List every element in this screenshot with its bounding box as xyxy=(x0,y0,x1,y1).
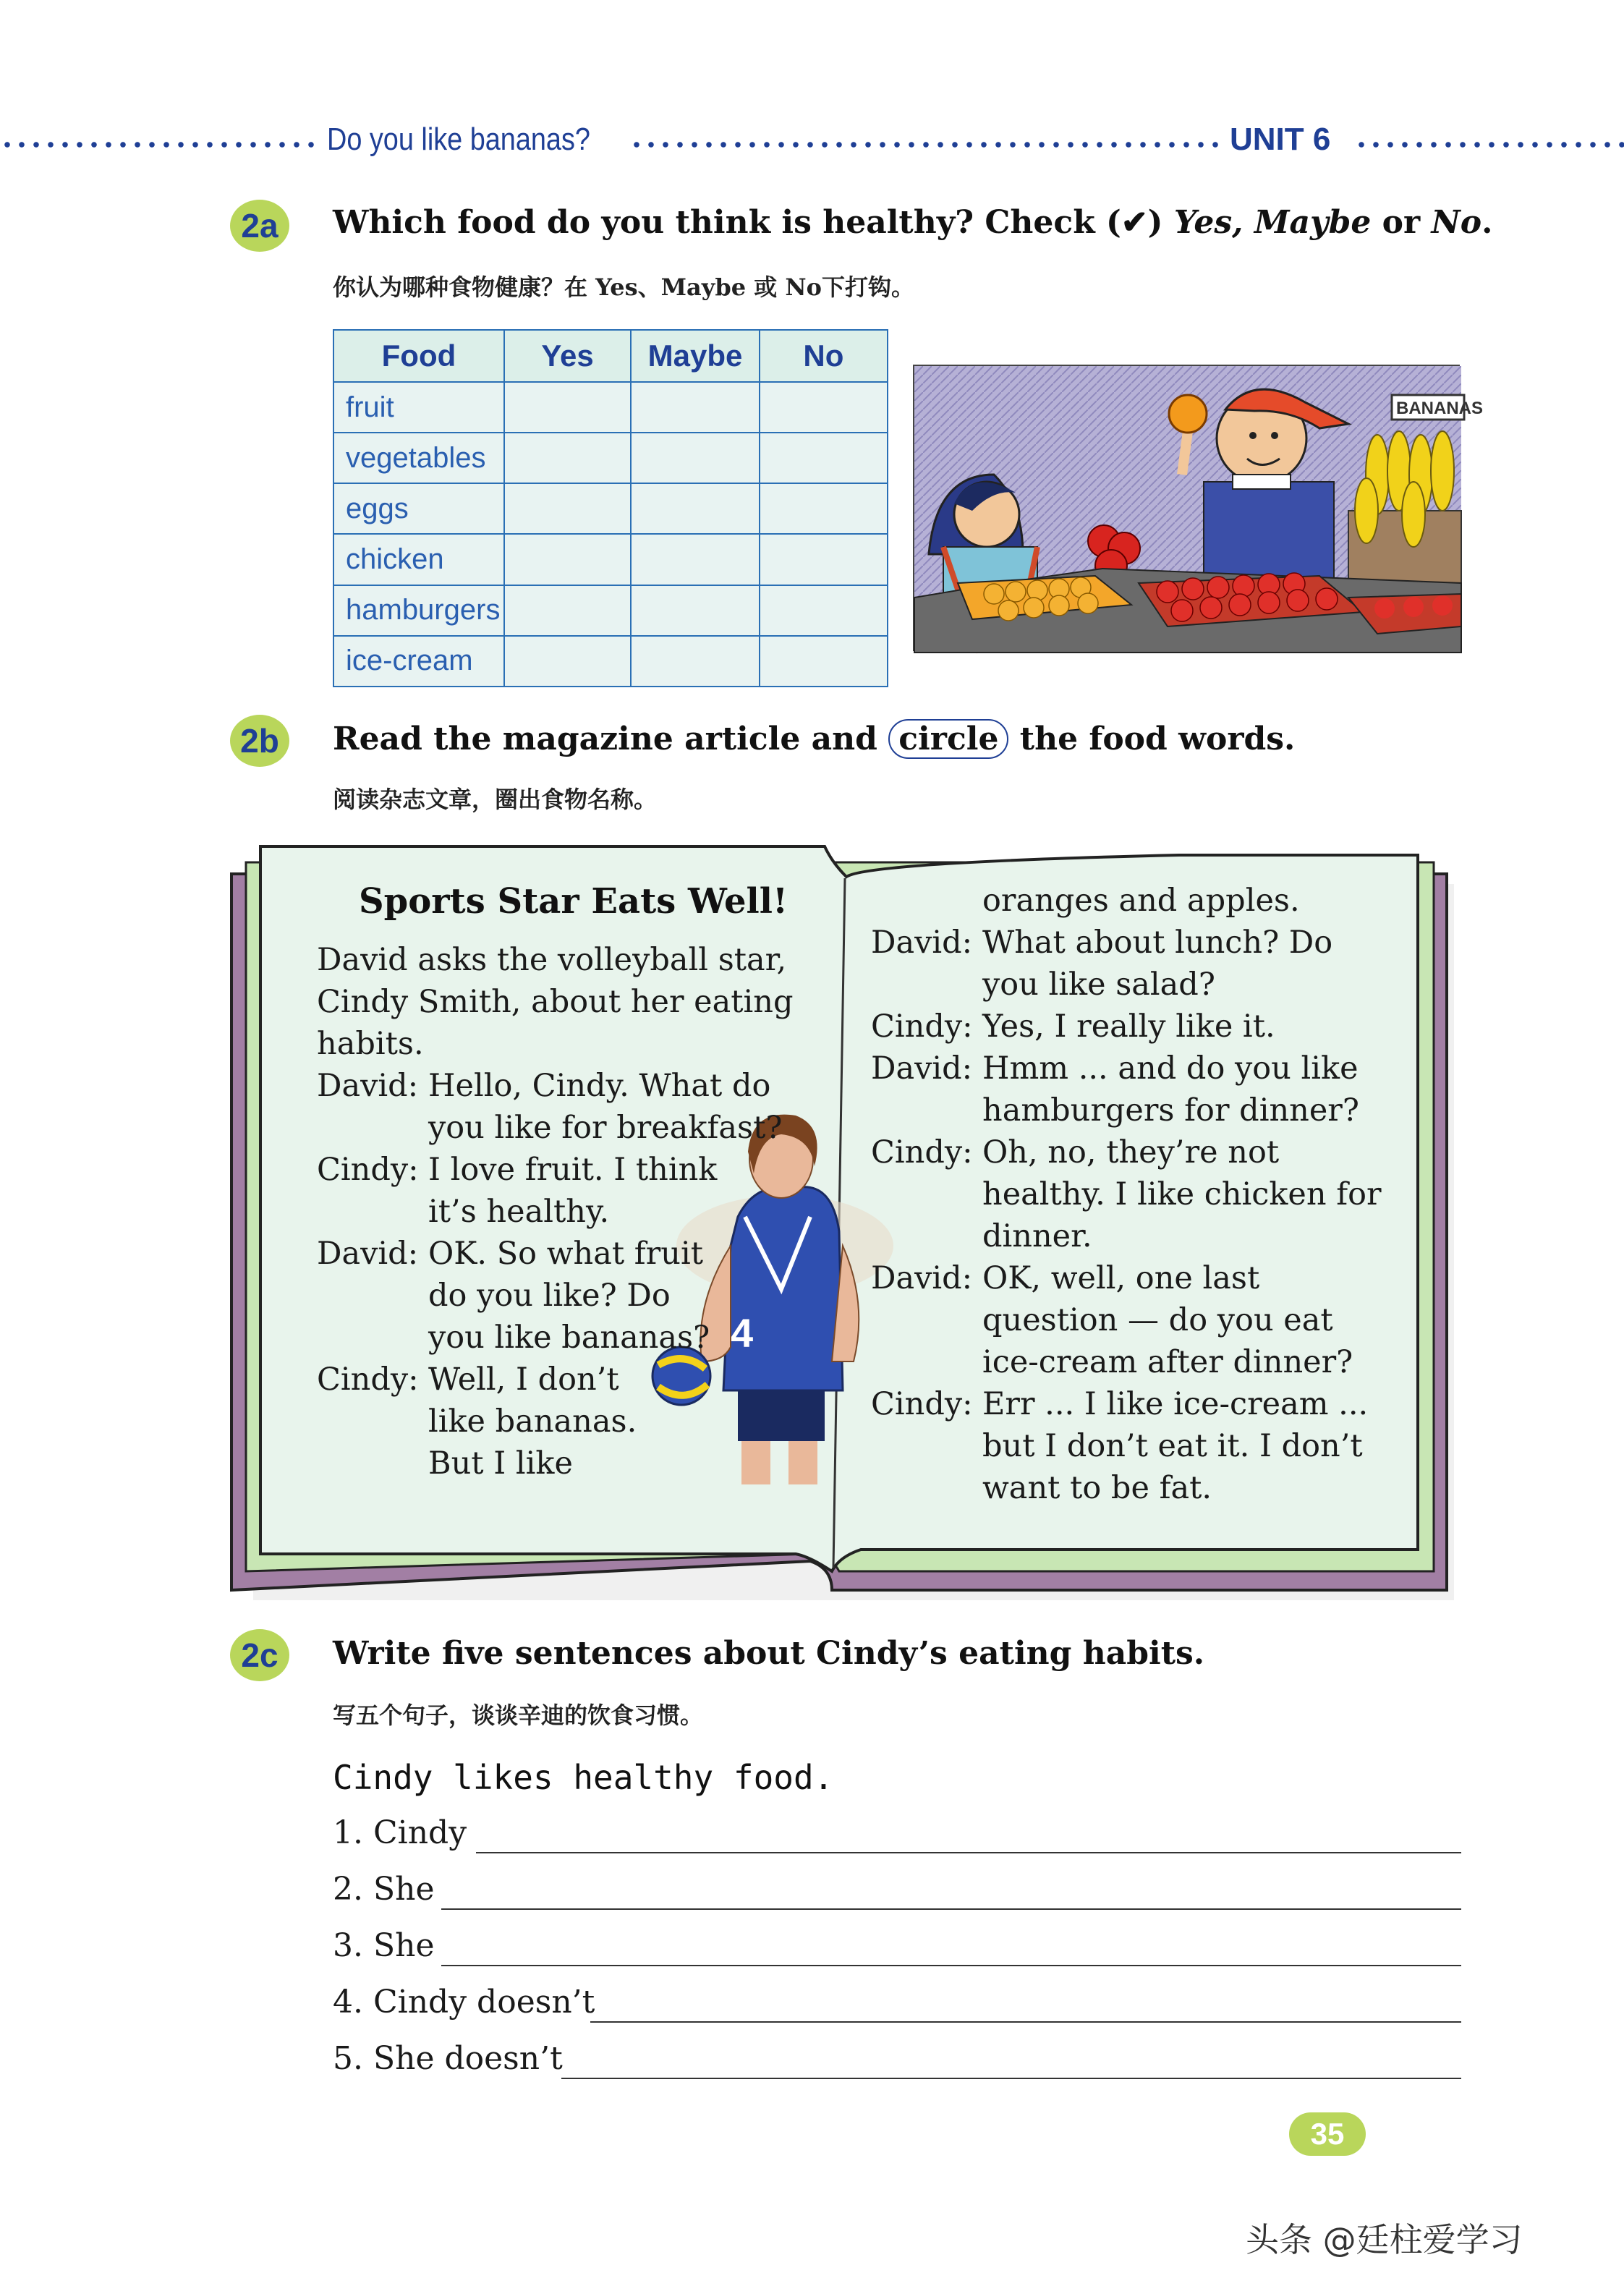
market-scene-drawing xyxy=(914,366,1483,653)
check-cell-maybe[interactable] xyxy=(631,382,760,433)
write-line[interactable] xyxy=(476,1852,1461,1853)
speaker-label: David: xyxy=(317,1068,419,1104)
speaker-label: Cindy: xyxy=(317,1361,419,1398)
write-item-label: 1. Cindy xyxy=(333,1814,467,1851)
article-line: want to be fat. xyxy=(982,1470,1212,1506)
instruction-2a-no: No xyxy=(1431,204,1482,241)
check-cell-yes[interactable] xyxy=(504,585,631,636)
header-dots-left xyxy=(0,142,317,148)
check-cell-yes[interactable] xyxy=(504,382,631,433)
check-cell-yes[interactable] xyxy=(504,483,631,534)
page-number: 35 xyxy=(1289,2112,1366,2156)
speaker-label: David: xyxy=(317,1236,419,1272)
subtitle-2b: 阅读杂志文章，圈出食物名称。 xyxy=(333,786,658,813)
article-line: Err ... I like ice-cream ... xyxy=(982,1386,1369,1422)
section-badge-2a: 2a xyxy=(230,200,289,252)
header-dots-right xyxy=(1354,142,1624,148)
table-header-food: Food xyxy=(333,330,504,382)
speaker-label: Cindy: xyxy=(871,1386,973,1422)
check-cell-maybe[interactable] xyxy=(631,433,760,483)
article-line: dinner. xyxy=(982,1218,1092,1254)
page-header xyxy=(0,122,1624,165)
article-line: but I don’t eat it. I don’t xyxy=(982,1428,1363,1464)
article-line: it’s healthy. xyxy=(428,1194,610,1230)
check-cell-no[interactable] xyxy=(760,433,888,483)
article-line: you like for breakfast? xyxy=(428,1110,783,1146)
check-cell-no[interactable] xyxy=(760,534,888,585)
instruction-2a-options: Yes, Maybe xyxy=(1173,204,1372,241)
food-cell: ice-cream xyxy=(333,636,504,687)
article-line: Hmm ... and do you like xyxy=(982,1050,1359,1087)
food-health-table xyxy=(333,329,888,687)
table-header-row xyxy=(333,330,888,382)
write-item-1 xyxy=(333,1814,1461,1858)
instruction-2b-text: Read the magazine article and xyxy=(333,721,889,757)
write-item-5 xyxy=(333,2040,1461,2083)
article-line: Yes, I really like it. xyxy=(982,1008,1275,1045)
article-line: oranges and apples. xyxy=(982,883,1300,919)
article-line: David asks the volleyball star, xyxy=(317,942,787,978)
write-line[interactable] xyxy=(441,1908,1461,1910)
food-cell: fruit xyxy=(333,382,504,433)
speaker-label: David: xyxy=(871,1260,973,1296)
instruction-2c: Write five sentences about Cindy’s eating habits. xyxy=(333,1635,1205,1672)
article-line: Oh, no, they’re not xyxy=(982,1134,1280,1171)
check-cell-no[interactable] xyxy=(760,483,888,534)
write-item-3 xyxy=(333,1927,1461,1971)
header-title: Do you like bananas? xyxy=(327,122,590,157)
instruction-2b-text-end: the food words. xyxy=(1008,721,1296,757)
article-line: Cindy Smith, about her eating xyxy=(317,984,794,1020)
check-cell-maybe[interactable] xyxy=(631,636,760,687)
food-cell: hamburgers xyxy=(333,585,504,636)
write-item-label: 4. Cindy doesn’t xyxy=(333,1984,595,2021)
article-line: ice-cream after dinner? xyxy=(982,1344,1353,1380)
check-cell-yes[interactable] xyxy=(504,636,631,687)
header-dots-middle xyxy=(629,142,1220,148)
article-line: Hello, Cindy. What do xyxy=(428,1068,771,1104)
table-row xyxy=(333,636,888,687)
write-item-2 xyxy=(333,1871,1461,1914)
check-cell-no[interactable] xyxy=(760,585,888,636)
article-line: do you like? Do xyxy=(428,1278,671,1314)
article-line: you like salad? xyxy=(982,966,1215,1003)
article-line: I love fruit. I think xyxy=(428,1152,718,1188)
speaker-label: Cindy: xyxy=(871,1008,973,1045)
check-cell-maybe[interactable] xyxy=(631,534,760,585)
article-line: OK. So what fruit xyxy=(428,1236,704,1272)
check-cell-no[interactable] xyxy=(760,636,888,687)
article-line: question — do you eat xyxy=(982,1302,1333,1338)
article-line: OK, well, one last xyxy=(982,1260,1260,1296)
instruction-2a xyxy=(333,204,1492,241)
instruction-2b xyxy=(333,719,1295,759)
write-line[interactable] xyxy=(441,1965,1461,1966)
article-line: healthy. I like chicken for xyxy=(982,1176,1382,1212)
food-cell: eggs xyxy=(333,483,504,534)
instruction-2a-text: Which food do you think is healthy? Check (✔) xyxy=(333,204,1174,241)
instruction-2a-or: or xyxy=(1371,204,1432,241)
table-header-yes: Yes xyxy=(504,330,631,382)
table-row xyxy=(333,483,888,534)
table-row xyxy=(333,534,888,585)
article-line: Well, I don’t xyxy=(428,1361,619,1398)
subtitle-2a: 你认为哪种食物健康？在 Yes、Maybe 或 No下打钩。 xyxy=(333,273,914,301)
write-item-label: 5. She doesn’t xyxy=(333,2040,563,2077)
market-illustration xyxy=(913,365,1483,651)
article-line: you like bananas? xyxy=(428,1320,710,1356)
write-line[interactable] xyxy=(561,2078,1461,2079)
bananas-sign-text: BANANAS xyxy=(1396,399,1483,418)
section-badge-2c: 2c xyxy=(230,1629,289,1681)
jersey-number: 4 xyxy=(731,1310,754,1356)
table-row xyxy=(333,433,888,483)
article-title: Sports Star Eats Well! xyxy=(359,881,788,922)
food-cell: chicken xyxy=(333,534,504,585)
write-line[interactable] xyxy=(590,2021,1461,2023)
food-cell: vegetables xyxy=(333,433,504,483)
speaker-label: David: xyxy=(871,925,973,961)
table-header-no: No xyxy=(760,330,888,382)
section-badge-2b: 2b xyxy=(230,715,289,767)
instruction-2b-circled-word: circle xyxy=(888,719,1008,759)
speaker-label: Cindy: xyxy=(871,1134,973,1171)
write-item-label: 2. She xyxy=(333,1871,435,1908)
article-line: like bananas. xyxy=(428,1403,637,1440)
check-cell-maybe[interactable] xyxy=(631,483,760,534)
header-unit: UNIT 6 xyxy=(1230,122,1331,157)
source-credit: 头条 @廷柱爱学习 xyxy=(1246,2220,1523,2259)
speaker-label: David: xyxy=(871,1050,973,1087)
subtitle-2c: 写五个句子，谈谈辛迪的饮食习惯。 xyxy=(333,1701,704,1729)
check-cell-yes[interactable] xyxy=(504,433,631,483)
article-line: hamburgers for dinner? xyxy=(982,1092,1359,1129)
table-row xyxy=(333,382,888,433)
check-cell-no[interactable] xyxy=(760,382,888,433)
check-cell-maybe[interactable] xyxy=(631,585,760,636)
write-item-4 xyxy=(333,1984,1461,2027)
article-line: habits. xyxy=(317,1026,424,1062)
table-row xyxy=(333,585,888,636)
instruction-2a-end: . xyxy=(1481,204,1493,241)
article-line: But I like xyxy=(428,1445,573,1482)
article-line: What about lunch? Do xyxy=(982,925,1333,961)
table-header-maybe: Maybe xyxy=(631,330,760,382)
speaker-label: Cindy: xyxy=(317,1152,419,1188)
example-sentence: Cindy likes healthy food. xyxy=(333,1758,834,1797)
check-cell-yes[interactable] xyxy=(504,534,631,585)
write-item-label: 3. She xyxy=(333,1927,435,1964)
